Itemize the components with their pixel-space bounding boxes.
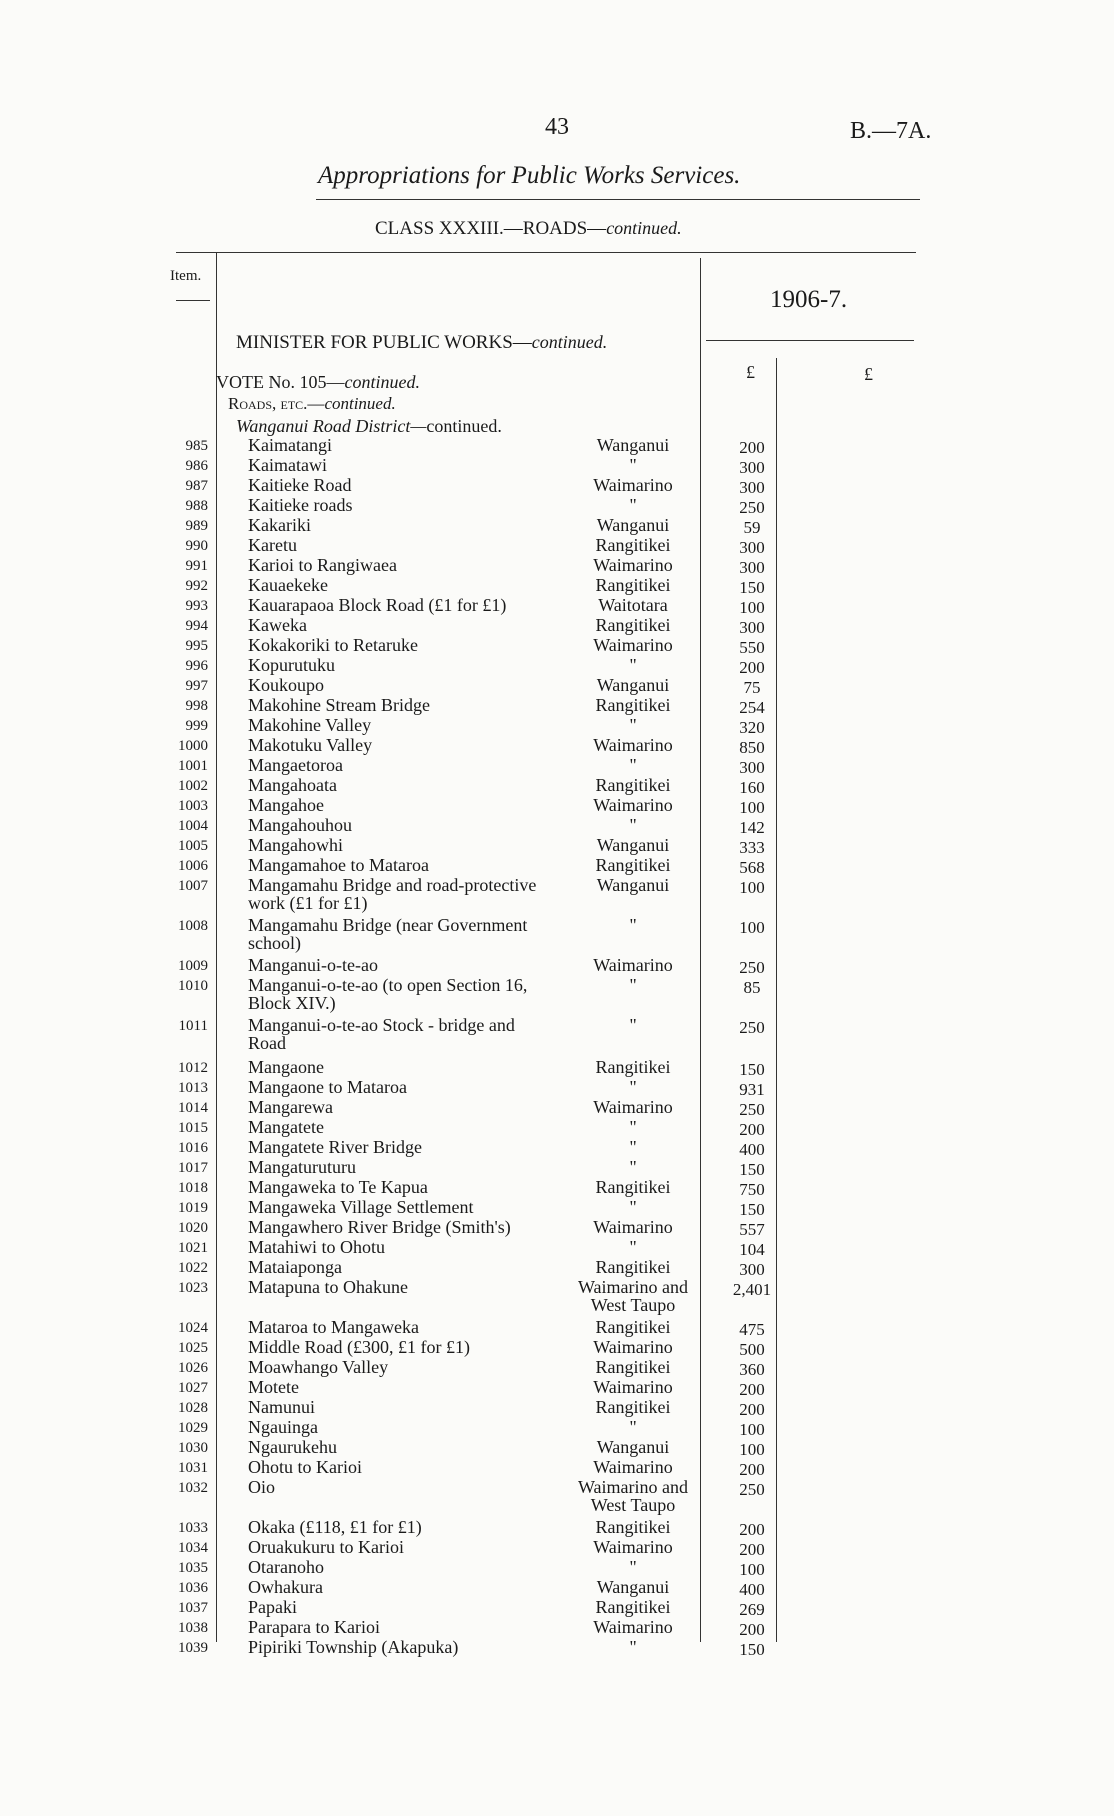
item-name: Mangatete [248,1117,324,1137]
item-district: Rangitikei [595,1317,671,1337]
item-amount: 250 [739,1100,765,1119]
item-amount: 557 [739,1220,765,1239]
item-amount: 100 [739,878,765,897]
item-name: Mangahowhi [248,835,343,855]
item-amount: 320 [739,718,765,737]
item-number: 1016 [178,1140,208,1156]
item-amount: 100 [739,918,765,937]
roads-heading-continued: continued. [324,394,396,413]
item-district: " [629,1637,637,1657]
item-amount: 250 [739,958,765,977]
minister-heading-text: MINISTER FOR PUBLIC WORKS— [236,332,532,353]
item-amount: 200 [739,1520,765,1539]
item-district: Rangitikei [595,535,671,555]
item-name: Kauarapaoa Block Road (£1 for £1) [248,595,507,615]
item-district: " [629,915,637,935]
item-district: " [629,1197,637,1217]
item-name: Mangarewa [248,1097,333,1117]
item-district: Waimarino [593,1457,673,1477]
item-name: Oio [248,1477,275,1497]
item-amount: 200 [739,1120,765,1139]
item-number: 1023 [178,1280,208,1296]
item-amount: 550 [739,638,765,657]
year-header: 1906-7. [770,286,848,313]
item-name: Mangamahu Bridge (near Government school) [248,915,528,953]
item-amount: 750 [739,1180,765,1199]
item-name: Owhakura [248,1577,323,1597]
item-number: 1013 [178,1080,208,1096]
item-district: Wanganui [596,1577,670,1597]
document-reference: B.—7A. [850,118,932,144]
item-district: Waimarino [593,555,673,575]
item-name: Kaimatangi [248,435,332,455]
vote-heading-continued: continued. [344,372,420,392]
item-name: Makohine Valley [248,715,372,735]
item-amount: 100 [739,798,765,817]
item-name: Kopurutuku [248,655,335,675]
item-amount: 200 [739,1460,765,1479]
item-amount: 200 [739,438,765,457]
item-number: 1017 [178,1160,208,1176]
item-district: Waimarino [593,1097,673,1117]
page-heading: Appropriations for Public Works Services. [318,162,741,189]
class-title-continued: continued. [606,218,682,238]
item-amount: 150 [739,1060,765,1079]
item-district: Waimarino [593,1537,673,1557]
item-district: Rangitikei [595,1397,671,1417]
item-name: Ngaurukehu [248,1437,337,1457]
item-number: 999 [185,718,208,734]
item-name: Kaitieke Road [248,475,352,495]
item-amount: 160 [739,778,765,797]
item-amount: 142 [739,818,765,837]
item-name: Kokakoriki to Retaruke [248,635,418,655]
item-district: Waimarino [593,1377,673,1397]
table-top-rule [176,252,916,253]
item-amount: 254 [739,698,765,717]
roads-heading [228,394,396,414]
item-district: Rangitikei [595,1257,671,1277]
item-district: Rangitikei [595,1517,671,1537]
item-district: " [629,975,637,995]
item-number: 1025 [178,1340,208,1356]
item-number: 991 [185,558,208,574]
item-number: 1001 [178,758,208,774]
item-district: Rangitikei [595,1597,671,1617]
item-number: 1038 [178,1620,208,1636]
item-district: Waimarino [593,1617,673,1637]
item-name: Kaimatawi [248,455,327,475]
item-amount: 300 [739,458,765,477]
item-amount: 300 [739,618,765,637]
item-amount: 75 [743,678,761,697]
item-number: 1005 [178,838,208,854]
item-amount: 59 [743,518,761,537]
item-number: 987 [185,478,208,494]
class-title [375,218,682,240]
item-name: Makotuku Valley [248,735,373,755]
item-name: Mangaweka to Te Kapua [248,1177,428,1197]
item-amount: 300 [739,478,765,497]
item-number: 1012 [178,1060,208,1076]
item-name: Mataroa to Mangaweka [248,1317,419,1337]
item-district: " [629,755,637,775]
item-district: Wanganui [596,515,670,535]
item-amount: 100 [739,1560,765,1579]
item-amount: 150 [739,1200,765,1219]
item-district: Wanganui [596,1437,670,1457]
item-name: Kaweka [248,615,307,635]
item-district: " [629,1117,637,1137]
item-name: Otaranoho [248,1557,324,1577]
item-amount: 100 [739,1420,765,1439]
item-name: Moawhango Valley [248,1357,389,1377]
pound-symbol-header: £ [746,362,755,382]
item-number: 1007 [178,878,208,894]
item-amount: 400 [739,1140,765,1159]
item-number: 1028 [178,1400,208,1416]
item-number: 1022 [178,1260,208,1276]
item-name: Ohotu to Karioi [248,1457,362,1477]
item-district: " [629,1137,637,1157]
item-number: 1011 [178,1018,208,1034]
item-name: Koukoupo [248,675,324,695]
item-district: Waimarino [593,1337,673,1357]
item-district: Waimarino [593,955,673,975]
item-district: Wanganui [596,675,670,695]
item-district: Waimarino [593,475,673,495]
item-amount: 931 [739,1080,765,1099]
item-amount: 300 [739,558,765,577]
item-amount: 200 [739,658,765,677]
item-number: 990 [185,538,208,554]
item-number: 1029 [178,1420,208,1436]
item-number: 1000 [178,738,208,754]
item-number: 988 [185,498,208,514]
item-name: Karioi to Rangiwaea [248,555,397,575]
year-rule [706,340,914,341]
class-title-text: CLASS XXXIII.—ROADS— [375,218,607,239]
item-amount: 568 [739,858,765,877]
item-district: " [629,815,637,835]
item-district: " [629,1157,637,1177]
item-district: " [629,455,637,475]
item-number: 1018 [178,1180,208,1196]
item-district: Rangitikei [595,615,671,635]
item-number: 1006 [178,858,208,874]
item-number: 993 [185,598,208,614]
item-name: Mangaweka Village Settlement [248,1197,474,1217]
item-name: Okaka (£118, £1 for £1) [248,1517,422,1537]
item-number: 1037 [178,1600,208,1616]
item-number: 1035 [178,1560,208,1576]
item-amount: 200 [739,1400,765,1419]
item-name: Makohine Stream Bridge [248,695,430,715]
minister-heading [236,332,607,354]
item-name: Ngauinga [248,1417,318,1437]
item-district: Waimarino and West Taupo [577,1277,688,1315]
item-district: Rangitikei [595,695,671,715]
item-district: Waimarino [593,735,673,755]
roads-heading-text: Roads, etc.— [228,394,325,413]
item-amount: 360 [739,1360,765,1379]
item-number: 1010 [178,978,208,994]
item-name: Manganui-o-te-ao Stock - bridge and Road [248,1015,515,1053]
item-name: Matapuna to Ohakune [248,1277,408,1297]
item-amount: 300 [739,538,765,557]
item-name: Mangaturuturu [248,1157,356,1177]
item-number: 997 [185,678,208,694]
item-number: 1034 [178,1540,208,1556]
item-name: Mangamahoe to Mataroa [248,855,429,875]
item-name: Kakariki [248,515,311,535]
item-name: Parapara to Karioi [248,1617,380,1637]
item-name: Karetu [248,535,297,555]
item-name: Matahiwi to Ohotu [248,1237,385,1257]
item-number: 995 [185,638,208,654]
item-district: Rangitikei [595,855,671,875]
item-number: 1004 [178,818,208,834]
item-name: Mangahouhou [248,815,352,835]
page-number: 43 [545,114,569,140]
item-district: Waimarino [593,635,673,655]
item-amount: 269 [739,1600,765,1619]
item-number: 1026 [178,1360,208,1376]
item-number: 985 [185,438,208,454]
item-name: Namunui [248,1397,315,1417]
item-amount: 100 [739,1440,765,1459]
item-name: Mangaetoroa [248,755,343,775]
item-district: Rangitikei [595,1357,671,1377]
item-number: 1036 [178,1580,208,1596]
minister-heading-continued: continued. [531,332,608,352]
item-amount: 250 [739,1018,765,1037]
item-name: Mataiaponga [248,1257,342,1277]
item-name: Mangaone [248,1057,324,1077]
item-name: Mangahoata [248,775,337,795]
item-district: " [629,1077,637,1097]
item-district: Waimarino [593,795,673,815]
item-number: 1009 [178,958,208,974]
item-name: Papaki [248,1597,297,1617]
vote-heading [216,372,420,393]
item-name: Motete [248,1377,299,1397]
item-number: 1015 [178,1120,208,1136]
item-amount: 400 [739,1580,765,1599]
item-amount: 2,401 [732,1280,772,1299]
item-district: Waimarino and West Taupo [577,1477,688,1515]
item-district: Wanganui [596,835,670,855]
item-name: Mangatete River Bridge [248,1137,422,1157]
item-amount: 500 [739,1340,765,1359]
district-heading-continued: continued. [426,416,502,436]
item-number: 1008 [178,918,208,934]
item-district: Waimarino [593,1217,673,1237]
item-number: 994 [185,618,208,634]
item-amount: 850 [739,738,765,757]
item-name: Kaitieke roads [248,495,353,515]
item-district: Waitotara [598,595,668,615]
item-name: Mangahoe [248,795,324,815]
item-number: 1020 [178,1220,208,1236]
item-district: Rangitikei [595,1177,671,1197]
item-number: 992 [185,578,208,594]
item-district: " [629,1237,637,1257]
district-heading [236,416,502,437]
item-number: 1003 [178,798,208,814]
item-amount: 150 [739,578,765,597]
item-amount: 333 [739,838,765,857]
item-district: " [629,655,637,675]
vote-heading-text: VOTE No. 105— [216,372,345,392]
item-amount: 104 [739,1240,765,1259]
item-amount: 300 [739,758,765,777]
item-name: Mangawhero River Bridge (Smith's) [248,1217,511,1237]
item-amount: 300 [739,1260,765,1279]
item-district: Wanganui [596,875,670,895]
item-amount: 200 [739,1620,765,1639]
item-amount: 200 [739,1540,765,1559]
item-district: " [629,495,637,515]
item-district: " [629,1417,637,1437]
item-label-rule [176,300,210,301]
item-number: 1033 [178,1520,208,1536]
item-name: Manganui-o-te-ao (to open Section 16, Block XIV.) [248,975,528,1013]
item-name: Mangamahu Bridge and road-protective work (£1 for £1) [248,875,537,913]
item-number: 989 [185,518,208,534]
item-number: 1027 [178,1380,208,1396]
item-number: 1019 [178,1200,208,1216]
heading-rule [316,199,920,200]
item-amount: 150 [739,1160,765,1179]
item-number: 986 [185,458,208,474]
item-amount: 475 [739,1320,765,1339]
item-district: " [629,715,637,735]
item-name: Middle Road (£300, £1 for £1) [248,1337,470,1357]
item-name: Manganui-o-te-ao [248,955,378,975]
item-district: " [629,1557,637,1577]
item-number: 1030 [178,1440,208,1456]
item-number: 1039 [178,1640,208,1656]
item-amount: 85 [743,978,761,997]
item-number: 1014 [178,1100,208,1116]
pound-symbol-header-total: £ [864,364,873,384]
item-amount: 250 [739,498,765,517]
item-number: 996 [185,658,208,674]
item-column-rule [216,252,217,1642]
item-district: " [629,1015,637,1035]
item-district: Rangitikei [595,775,671,795]
item-district: Rangitikei [595,1057,671,1077]
item-column-header: Item. [170,268,202,284]
item-name: Kauaekeke [248,575,328,595]
item-name: Mangaone to Mataroa [248,1077,407,1097]
item-name: Pipiriki Township (Akapuka) [248,1637,459,1657]
item-district: Rangitikei [595,575,671,595]
item-name: Oruakukuru to Karioi [248,1537,404,1557]
item-amount: 150 [739,1640,765,1659]
district-heading-text: Wanganui Road District— [236,416,427,436]
item-number: 1021 [178,1240,208,1256]
item-district: Wanganui [596,435,670,455]
item-number: 998 [185,698,208,714]
item-number: 1002 [178,778,208,794]
item-amount: 200 [739,1380,765,1399]
item-number: 1024 [178,1320,208,1336]
item-amount: 250 [739,1480,765,1499]
item-number: 1032 [178,1480,208,1496]
item-amount: 100 [739,598,765,617]
item-number: 1031 [178,1460,208,1476]
